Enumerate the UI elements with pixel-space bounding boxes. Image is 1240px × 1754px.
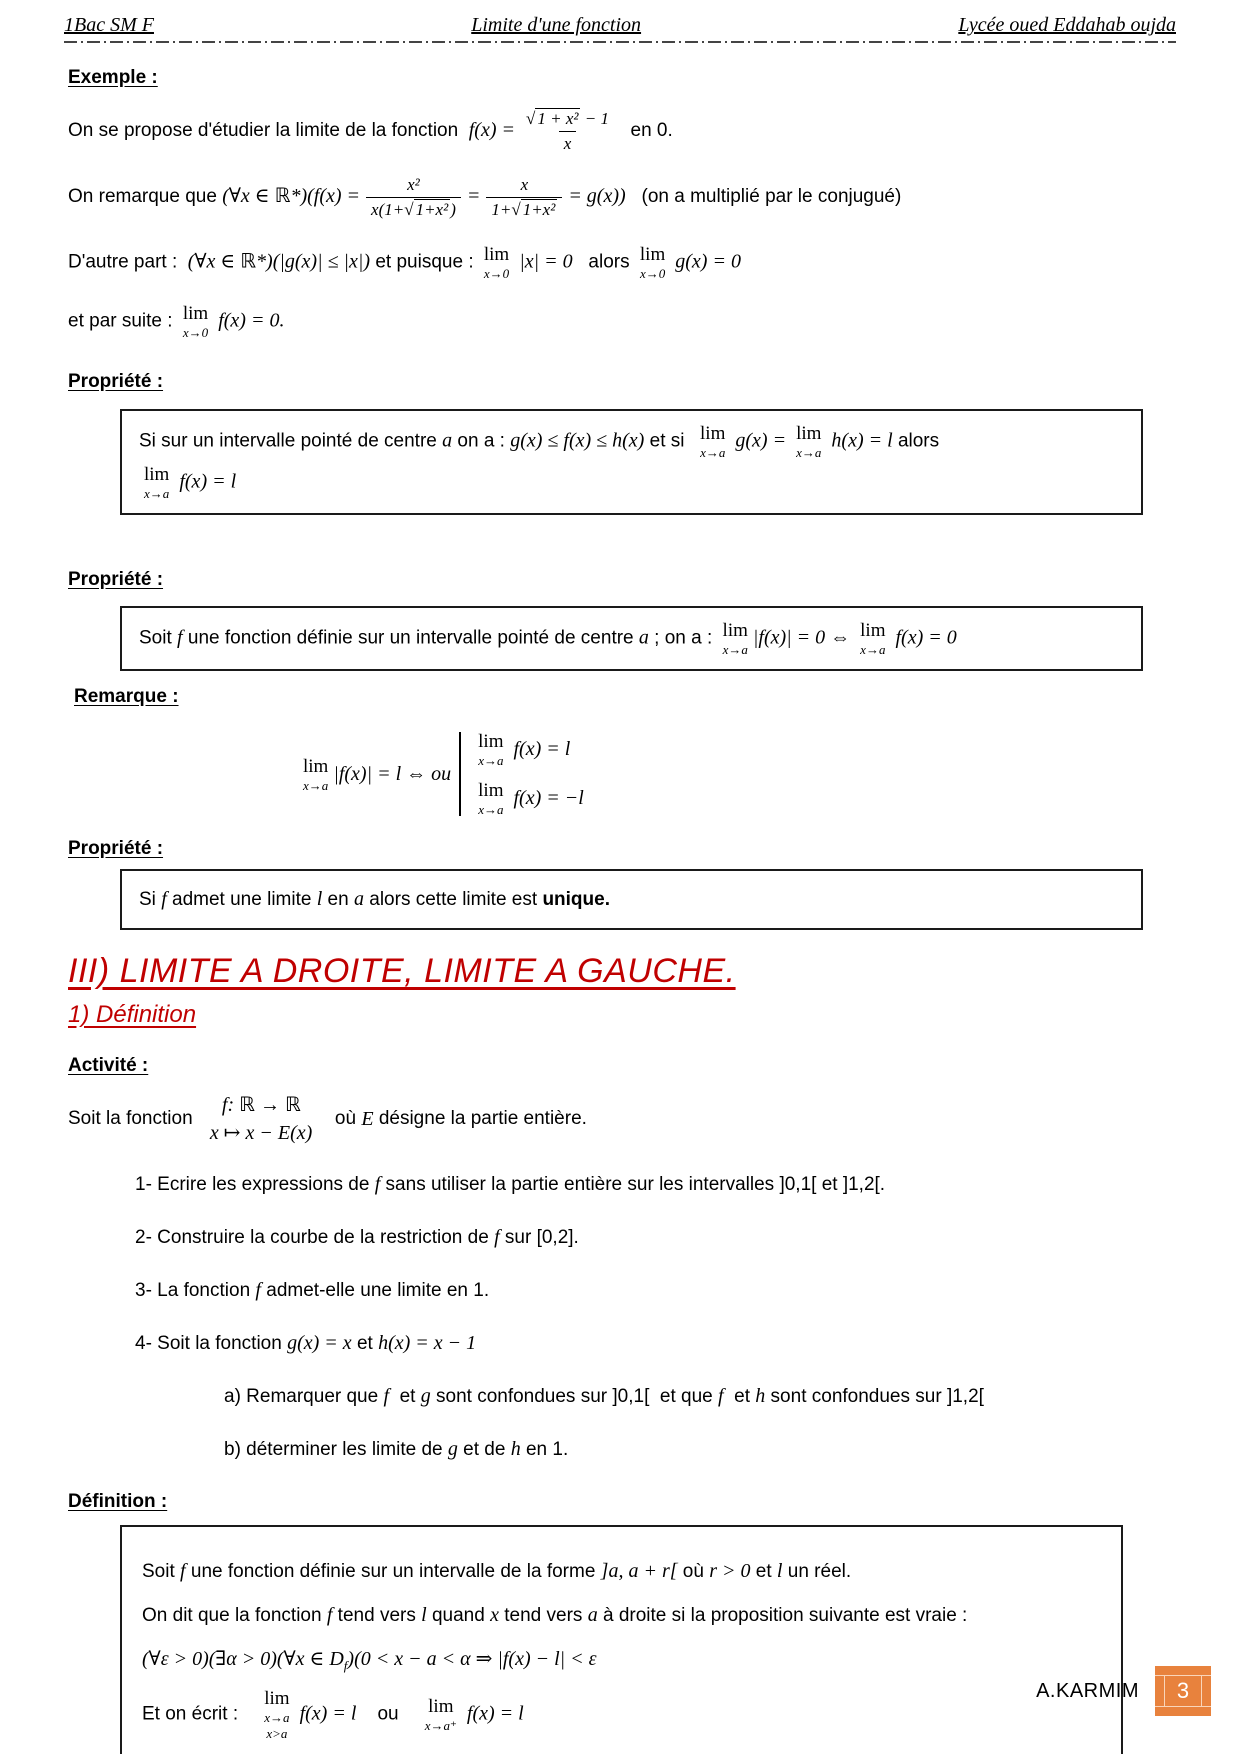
text-run: On remarque que	[68, 186, 223, 208]
math-run: f	[180, 1560, 186, 1583]
math-run: (∀x ∈ ℝ*)(f(x) =	[222, 185, 361, 208]
text-run: Si sur un intervalle pointé de centre	[139, 430, 443, 452]
paragraph-conjugate-remark	[68, 175, 1172, 219]
math-run: f(x) = 0	[890, 626, 957, 649]
text-run: une fonction définie sur un intervalle de la forme	[185, 1561, 601, 1583]
text-run: sur [0,2].	[499, 1227, 579, 1249]
page-header	[0, 0, 1240, 41]
limit-expr: lim x→0	[639, 244, 666, 282]
remark-formula	[298, 732, 1172, 816]
fraction	[521, 109, 614, 153]
text-run: sans utiliser la partie entière sur les intervalles ]0,1[ et ]1,2[.	[380, 1174, 886, 1196]
math-run: x	[520, 175, 529, 195]
header-divider	[64, 41, 1176, 43]
math-run: g(x) =	[730, 429, 792, 452]
math-run: f	[494, 1226, 500, 1249]
text-run: Soit	[139, 627, 178, 649]
text-run: Soit	[142, 1561, 181, 1583]
math-run: h(x) = l	[826, 429, 893, 452]
math-run: (∀x ∈ ℝ*)(|g(x)| ≤ |x|)	[187, 250, 371, 273]
text-run: et de	[457, 1439, 511, 1461]
limit-expr: lim x→a	[144, 464, 170, 502]
paragraph-function-limit	[68, 109, 1172, 153]
math-run: )	[450, 199, 456, 219]
text-run: Et on écrit :	[142, 1703, 260, 1725]
subsection-definition: 1) Définition	[68, 1001, 197, 1029]
property-box-line	[139, 465, 1124, 500]
limit-expr: lim x→a	[478, 780, 504, 818]
sqrt-expr: √ 1+x²	[511, 199, 556, 219]
activity-item-2	[135, 1222, 1172, 1253]
property-box-absolute-value	[120, 606, 1143, 671]
text-run: alors cette limite est	[363, 889, 543, 911]
text-run: et par suite :	[68, 310, 178, 332]
sqrt-expr: √ 1+x²	[404, 199, 449, 219]
text-run: quand	[426, 1605, 491, 1627]
text-run: en	[322, 889, 354, 911]
definition-box-line	[142, 1689, 1101, 1740]
activity-intro	[68, 1091, 1172, 1147]
math-run: a	[638, 626, 649, 649]
text-run: alors	[572, 251, 635, 273]
limit-expr: lim x→a⁺	[424, 1696, 457, 1734]
math-run: l	[776, 1560, 783, 1583]
limit-expr: lim x→a	[303, 755, 329, 793]
page-number-badge	[1155, 1666, 1211, 1716]
text-run: on a :	[452, 430, 511, 452]
limit-expr: lim x→a	[478, 731, 504, 769]
paragraph-et-par-suite	[68, 304, 1172, 339]
heading-remarque: Remarque :	[74, 686, 179, 708]
math-run: f	[718, 1385, 724, 1408]
text-run: 3- La fonction	[135, 1280, 256, 1302]
math-run: f	[326, 1604, 333, 1627]
property-box-squeeze-theorem	[120, 409, 1143, 515]
text-run: en 1.	[520, 1439, 569, 1461]
math-run: f	[255, 1279, 261, 1302]
math-run: |f(x)| = 0 ⇔	[752, 626, 856, 649]
text-run: sont confondues sur ]0,1[ et que	[430, 1386, 719, 1408]
definition-box-line	[142, 1644, 1101, 1676]
math-run: f(x) = l	[174, 470, 237, 493]
math-run: r > 0	[709, 1560, 751, 1583]
limit-expr: lim x→a	[860, 620, 886, 658]
math-run: )(0 < x − a < α ⇒ |f(x) − l| < ε	[347, 1648, 597, 1671]
definition-box-line	[142, 1600, 1101, 1631]
property-box-line	[139, 424, 1124, 459]
math-run: ]a, a + r[	[600, 1560, 678, 1583]
definition-box	[120, 1525, 1123, 1754]
text-run: On dit que la fonction	[142, 1605, 327, 1627]
text-run: et si	[644, 430, 696, 452]
header-left: 1Bac SM F	[64, 14, 154, 36]
math-run: a	[587, 1604, 598, 1627]
bold-text-run: unique.	[542, 889, 610, 911]
page-content	[0, 67, 1240, 1754]
math-run: l	[421, 1604, 427, 1627]
math-run: 1+	[491, 199, 512, 219]
section-title-limite-droite-gauche: III) LIMITE A DROITE, LIMITE A GAUCHE.	[68, 952, 736, 991]
math-run: g	[447, 1438, 458, 1461]
limit-expr: lim x→a	[700, 423, 726, 461]
activity-item-4b	[224, 1434, 1172, 1465]
text-run: On se propose d'étudier la limite de la fonction	[68, 120, 469, 142]
author-name: A.KARMIM	[1036, 1679, 1139, 1702]
math-run: h	[510, 1438, 521, 1461]
paragraph-dautre-part	[68, 245, 1172, 280]
cases-line	[473, 732, 584, 767]
text-run: à droite si la proposition suivante est vraie :	[597, 1605, 968, 1627]
math-run: f(x) = l	[294, 1702, 357, 1725]
text-run: a) Remarquer que	[224, 1386, 384, 1408]
math-run: (∀ε > 0)(∃α > 0)(∀x ∈ D	[142, 1648, 344, 1671]
text-run: ; on a :	[648, 627, 718, 649]
definition-box-line	[142, 1556, 1101, 1587]
text-run: désigne la partie entière.	[373, 1108, 587, 1130]
math-run: f	[374, 1173, 381, 1196]
math-run: x	[563, 133, 572, 153]
math-run: h(x) = x − 1	[378, 1332, 477, 1355]
text-run: D'autre part :	[68, 251, 188, 273]
limit-expr: lim x→0	[483, 244, 510, 282]
math-run: |f(x)| = l ⇔ ou	[333, 762, 452, 785]
page-number: 3	[1176, 1678, 1190, 1703]
property-box-uniqueness	[120, 869, 1143, 930]
text-run: et	[389, 1386, 421, 1408]
math-run: g(x) ≤ f(x) ≤ h(x)	[510, 429, 645, 452]
activity-item-3	[135, 1275, 1172, 1306]
header-right: Lycée oued Eddahab oujda	[958, 14, 1176, 36]
math-run: g(x) = x	[287, 1332, 352, 1355]
math-run: |x| = 0	[514, 250, 573, 273]
math-run: x	[490, 1604, 499, 1627]
heading-propriete-1: Propriété :	[68, 371, 164, 393]
limit-expr: lim x→a x>a	[264, 1688, 290, 1742]
math-run: h	[755, 1385, 766, 1408]
math-run: f	[161, 888, 167, 911]
math-run: a	[353, 888, 364, 911]
cases-line	[473, 781, 584, 816]
text-run: 4- Soit la fonction	[135, 1333, 288, 1355]
heading-propriete-2: Propriété :	[68, 569, 164, 591]
limit-expr: lim x→a	[722, 620, 748, 658]
fraction	[486, 175, 562, 219]
text-run: où	[677, 1561, 710, 1583]
text-run: et	[723, 1386, 756, 1408]
text-run: une fonction définie sur un intervalle pointé de centre	[182, 627, 639, 649]
math-run: − 1	[580, 109, 609, 128]
function-map: f: ℝ → ℝ x ↦ x − E(x)	[209, 1094, 313, 1145]
header-center: Limite d'une fonction	[471, 14, 642, 36]
activity-item-4a	[224, 1381, 1172, 1412]
math-run: x²	[407, 175, 420, 195]
math-run: E	[361, 1107, 374, 1130]
math-run: f(x) = −l	[508, 787, 584, 810]
math-run: f(x) =	[468, 119, 515, 142]
text-run: Soit la fonction	[68, 1108, 198, 1130]
math-run: f	[383, 1385, 390, 1408]
math-run: = g(x))	[568, 185, 626, 208]
math-run: a	[442, 429, 453, 452]
heading-exemple: Exemple :	[68, 67, 158, 88]
heading-definition: Définition :	[68, 1491, 168, 1513]
text-run: et	[351, 1333, 379, 1355]
math-run: =	[466, 185, 481, 208]
text-run: Si	[139, 889, 162, 911]
text-run: tend vers	[332, 1605, 422, 1627]
cases-group	[459, 732, 584, 816]
text-run: et	[750, 1561, 777, 1583]
math-run: f(x) = 0.	[213, 309, 285, 332]
math-run: g(x) = 0	[670, 250, 741, 273]
property-box-line	[139, 884, 1124, 915]
limit-expr: lim x→0	[182, 303, 209, 341]
page-footer	[1036, 1666, 1211, 1716]
sqrt-expr: √ 1 + x²	[526, 109, 579, 128]
activity-item-1	[135, 1169, 1172, 1200]
math-run: f	[177, 626, 183, 649]
text-run: ou	[356, 1703, 420, 1725]
text-run: où	[324, 1108, 362, 1130]
heading-activite: Activité :	[68, 1055, 149, 1077]
text-run: sont confondues sur ]1,2[	[765, 1386, 984, 1408]
property-box-line	[139, 621, 1124, 656]
text-run: 2- Construire la courbe de la restriction de	[135, 1227, 495, 1249]
activity-item-4	[135, 1328, 1172, 1359]
text-run: admet une limite	[166, 889, 317, 911]
limit-expr: lim x→a	[796, 423, 822, 461]
text-run: (on a multiplié par le conjugué)	[625, 186, 902, 208]
math-run: g	[420, 1385, 431, 1408]
text-run: admet-elle une limite en 1.	[260, 1280, 490, 1302]
text-run: tend vers	[498, 1605, 588, 1627]
math-run: f(x) = l	[508, 738, 571, 761]
text-run: un réel.	[782, 1561, 852, 1583]
text-run: b) déterminer les limite de	[224, 1439, 448, 1461]
fraction	[366, 175, 461, 219]
text-run: 1- Ecrire les expressions de	[135, 1174, 375, 1196]
math-run: x(1+	[371, 199, 405, 219]
math-run: l	[316, 888, 323, 911]
text-run: en 0.	[619, 120, 673, 142]
text-run: et puisque :	[370, 251, 479, 273]
heading-propriete-3: Propriété :	[68, 838, 164, 860]
text-run: alors	[892, 430, 940, 452]
math-run: f(x) = l	[461, 1702, 524, 1725]
subscript-run: f	[343, 1657, 348, 1673]
